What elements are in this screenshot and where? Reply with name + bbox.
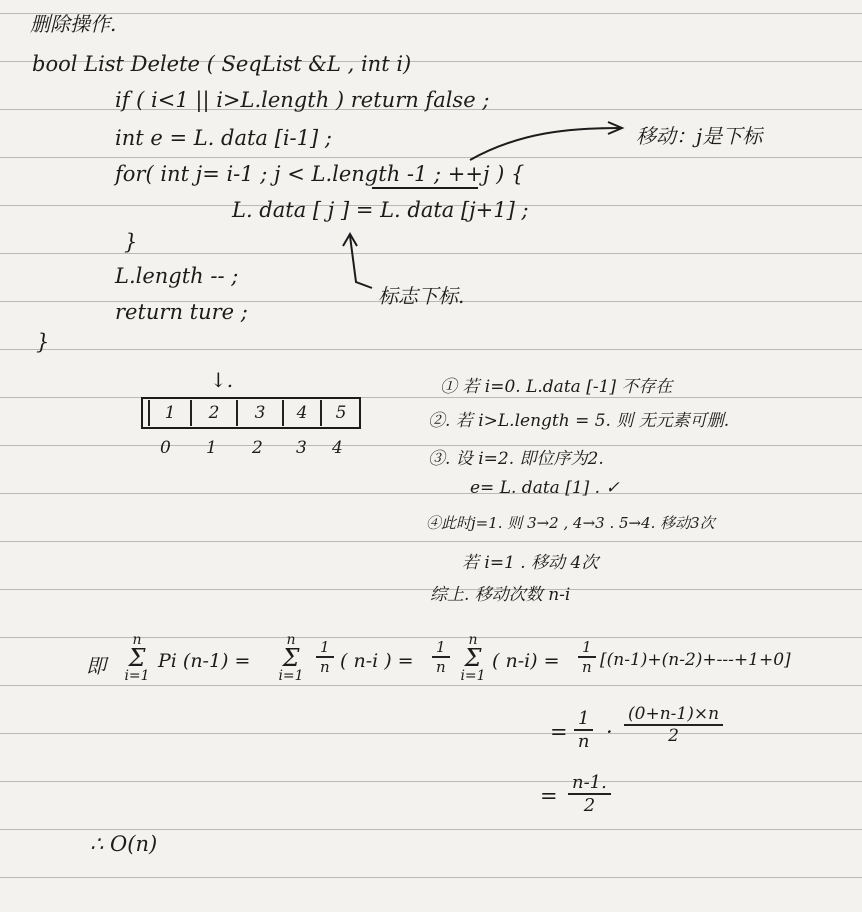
- frac-1-n: [316, 638, 334, 676]
- sum-top: n: [468, 632, 478, 648]
- frac-den: 2: [583, 795, 596, 816]
- frac-num: 1: [574, 708, 593, 731]
- code-line-6: }: [124, 230, 138, 254]
- array-index: 2: [252, 438, 263, 458]
- formula-term-2: ( n-i ) =: [340, 650, 414, 672]
- sum-top: n: [132, 632, 142, 648]
- code-line-4: for( int j= i-1 ; j < L.length -1 ; ++j ) {: [115, 162, 525, 186]
- array-pointer: ↓.: [210, 368, 234, 392]
- arrow-to-note: [470, 128, 620, 160]
- frac-num: (0+n-1)×n: [624, 704, 723, 726]
- formula-term-3: ( n-i) =: [492, 650, 560, 672]
- code-line-2: if ( i<1 || i>L.length ) return false ;: [115, 88, 490, 112]
- annotation-bottom: 标志下标.: [378, 284, 465, 308]
- array-cell: 4: [282, 400, 320, 426]
- frac-num: 1: [578, 638, 596, 658]
- array-cell: 5: [320, 400, 360, 426]
- sigma-icon: Σ: [282, 644, 300, 672]
- note-5: ④此时j=1. 则 3→2 , 4→3 . 5→4. 移动3次: [426, 514, 715, 532]
- frac-den: n: [435, 658, 446, 676]
- frac-den: n: [577, 731, 590, 752]
- sum-bottom: i=1: [460, 668, 486, 684]
- dot: ·: [606, 720, 613, 744]
- frac-1-n: [574, 708, 593, 752]
- code-line-3: int e = L. data [i-1] ;: [115, 126, 332, 150]
- eq-3: =: [540, 784, 558, 808]
- note-2: ②. 若 i>L.length = 5. 则 无元素可删.: [428, 411, 730, 431]
- note-4: e= L. data [1] . ✓: [470, 478, 620, 498]
- array-index: 0: [160, 438, 171, 458]
- code-line-1: bool List Delete ( SeqList &L , int i): [32, 52, 412, 76]
- frac-num: 1: [316, 638, 334, 658]
- code-line-8: return ture ;: [115, 300, 248, 324]
- code-line-7: L.length -- ;: [115, 264, 239, 288]
- formula-prefix: 即: [86, 654, 106, 678]
- sum-top: n: [286, 632, 296, 648]
- formula-term-4: [(n-1)+(n-2)+---+1+0]: [600, 650, 791, 670]
- note-6: 若 i=1 . 移动 4次: [462, 553, 599, 573]
- frac-step-3: [568, 772, 611, 816]
- array-cell: 1: [148, 400, 190, 426]
- sigma-icon: Σ: [128, 644, 146, 672]
- sum-3: [460, 632, 486, 684]
- annotation-right: 移动：j是下标: [636, 124, 763, 148]
- sum-2: [278, 632, 304, 684]
- note-3: ③. 设 i=2. 即位序为2.: [428, 449, 604, 469]
- array-index: 4: [332, 438, 343, 458]
- check-mark: [642, 478, 660, 494]
- sum-1: [124, 632, 150, 684]
- frac-num: n-1.: [568, 772, 611, 795]
- heading: 删除操作.: [30, 12, 117, 36]
- sum-bottom: i=1: [278, 668, 304, 684]
- frac-den: n: [581, 658, 592, 676]
- array-index: 1: [206, 438, 217, 458]
- sum-bottom: i=1: [124, 668, 150, 684]
- arrow-up: [350, 236, 372, 288]
- frac-num: 1: [432, 638, 450, 658]
- frac-den: n: [319, 658, 330, 676]
- array-index: 3: [296, 438, 307, 458]
- frac-den: 2: [668, 726, 679, 746]
- sigma-icon: Σ: [464, 644, 482, 672]
- code-line-5: L. data [ j ] = L. data [j+1] ;: [232, 198, 529, 222]
- array-cell: 3: [236, 400, 282, 426]
- formula-term-1: Pi (n-1) =: [158, 650, 251, 672]
- frac-1-n: [432, 638, 450, 676]
- note-7: 综上. 移动次数 n-i: [430, 585, 571, 605]
- note-1: ① 若 i=0. L.data [-1] 不存在: [440, 377, 673, 397]
- eq-2: =: [550, 720, 568, 744]
- conclusion: ∴ O(n): [90, 832, 158, 856]
- code-line-9: }: [36, 330, 50, 354]
- frac-step-2: [624, 704, 723, 746]
- frac-1-n: [578, 638, 596, 676]
- array-cell: 2: [190, 400, 236, 426]
